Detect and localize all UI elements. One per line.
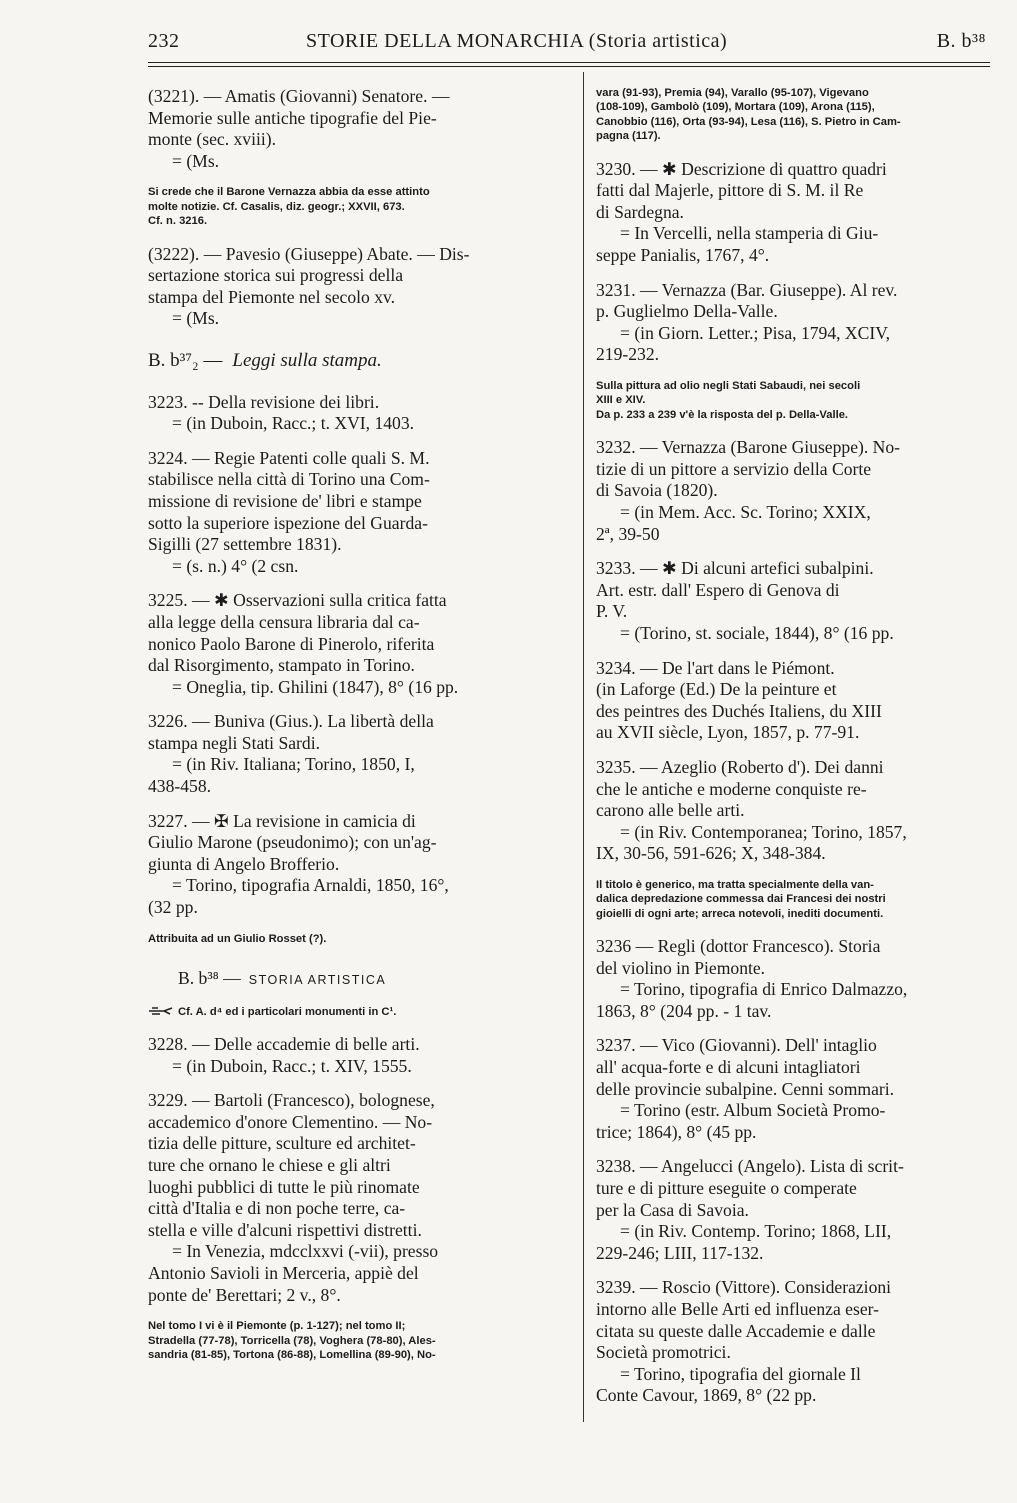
text-line: = (in Giorn. Letter.; Pisa, 1794, XCIV, — [620, 322, 891, 343]
text-line: Giulio Marone (pseudonimo); con un'ag- — [148, 832, 437, 853]
text-line: 3227. — ✠ La revisione in camicia di — [148, 810, 416, 831]
text-line: Il titolo è generico, ma tratta specialmente della van- — [596, 878, 874, 891]
entry-note — [596, 86, 994, 144]
text-line: = Torino, tipografia di Enrico Dalmazzo, — [620, 979, 908, 1000]
text-line: tizie di un pittore a servizio della Corte — [596, 458, 872, 479]
bibliography-entry — [148, 392, 568, 435]
text-line: 3225. — ✱ Osservazioni sulla critica fatta — [148, 590, 447, 611]
text-line: Conte Cavour, 1869, 8° (22 pp. — [596, 1385, 817, 1406]
text-line: 3223. -- Della revisione dei libri. — [148, 391, 380, 412]
text-line: vara (91-93), Premia (94), Varallo (95-107), Vigevano — [596, 87, 869, 99]
bibliography-entry — [596, 1277, 994, 1407]
column-divider — [583, 72, 584, 1422]
bibliography-entry — [596, 159, 994, 267]
text-line: missione di revisione de' libri e stampe — [148, 490, 422, 511]
text-line: Nel tomo I vi è il Piemonte (p. 1-127); nel tomo II; — [148, 1320, 406, 1333]
text-line: di Savoia (1820). — [596, 480, 718, 501]
section-heading — [178, 968, 568, 992]
text-line: delle provincie subalpine. Cenni sommari. — [596, 1078, 895, 1099]
text-line: 438-458. — [148, 776, 212, 797]
text-line: = In Vercelli, nella stamperia di Giu- — [620, 223, 879, 244]
section-title: Leggi sulla stampa. — [232, 349, 382, 371]
bibliography-entry — [596, 1035, 994, 1143]
text-line: citata su queste dalle Accademie e dalle — [596, 1320, 876, 1341]
entry-note — [148, 932, 568, 946]
section-heading — [148, 350, 568, 372]
entry-note — [596, 878, 994, 921]
text-line: IX, 30-56, 591-626; X, 348-384. — [596, 843, 826, 864]
text-line: Si crede che il Barone Vernazza abbia da esse attinto — [148, 186, 430, 199]
text-line: 3224. — Regie Patenti colle quali S. M. — [148, 447, 430, 468]
text-line: stabilisce nella città di Torino una Com- — [148, 469, 430, 490]
text-line: 3238. — Angelucci (Angelo). Lista di scrit- — [596, 1156, 904, 1177]
text-line: stampa negli Stati Sardi. — [148, 732, 321, 753]
header-rule-thin — [148, 66, 990, 67]
text-line: 1863, 8° (204 pp. - 1 tav. — [596, 1000, 772, 1021]
text-line: 3233. — ✱ Di alcuni artefici subalpini. — [596, 558, 874, 579]
bibliography-entry — [148, 811, 568, 919]
text-line: 3232. — Vernazza (Barone Giuseppe). No- — [596, 437, 901, 458]
text-line: stella e ville d'alcuni rispettivi distretti. — [148, 1219, 422, 1240]
section-mark: B. b³⁸ — [936, 30, 986, 52]
text-line: Sigilli (27 settembre 1831). — [148, 534, 342, 555]
text-line: ponte de' Berettari; 2 v., 8°. — [148, 1284, 341, 1305]
text-line: giunta di Angelo Brofferio. — [148, 853, 340, 874]
text-line: P. V. — [596, 601, 628, 622]
text-line: 229-246; LIII, 117-132. — [596, 1242, 764, 1263]
text-line: p. Guglielmo Della-Valle. — [596, 301, 778, 322]
bibliography-entry — [148, 448, 568, 578]
bibliography-entry — [148, 711, 568, 797]
text-line: 2ª, 39-50 — [596, 523, 660, 544]
text-line: alla legge della censura libraria dal ca- — [148, 611, 420, 632]
text-line: = (Ms. — [172, 308, 220, 329]
text-line: = Oneglia, tip. Ghilini (1847), 8° (16 pp. — [172, 676, 459, 697]
text-line: = Torino, tipografia Arnaldi, 1850, 16°, — [172, 875, 449, 896]
text-line: Antonio Savioli in Merceria, appiè del — [148, 1262, 419, 1283]
text-line: (32 pp. — [148, 897, 198, 918]
text-line: tizia delle pitture, sculture ed architet- — [148, 1133, 416, 1154]
text-line: Canobbio (116), Orta (93-94), Lesa (116), S. Pietro in Cam- — [596, 115, 901, 128]
bibliography-entry — [148, 244, 568, 330]
text-line: = Torino (estr. Album Società Promo- — [620, 1100, 886, 1121]
text-line: sertazione storica sui progressi della — [148, 265, 404, 286]
text-line: ture che ornano le chiese e gli altri — [148, 1155, 391, 1175]
text-line: (108-109), Gambolò (109), Mortara (109), Arona (115), — [596, 101, 875, 114]
bibliography-entry — [596, 1156, 994, 1264]
text-line: Società promotrici. — [596, 1342, 731, 1363]
section-code: B. b³⁸ — — [178, 968, 241, 989]
text-line: = (Ms. — [172, 150, 220, 171]
entry-note — [148, 1319, 568, 1362]
running-header — [148, 30, 986, 62]
text-line: per la Casa di Savoia. — [596, 1199, 749, 1220]
entry-note — [148, 185, 568, 228]
bibliography-entry — [596, 437, 994, 545]
text-line: Attribuita ad un Giulio Rosset (?). — [148, 932, 327, 945]
text-line: = Torino, tipografia del giornale Il — [620, 1363, 861, 1384]
text-line: au XVII siècle, Lyon, 1857, p. 77-91. — [596, 722, 860, 743]
text-line: dalica depredazione commessa dai Francesi dei nostri — [596, 893, 886, 906]
right-column — [596, 86, 994, 1420]
text-line: 3237. — Vico (Giovanni). Dell' intaglio — [596, 1035, 877, 1056]
bibliography-entry — [148, 1090, 568, 1306]
text-line: = (in Duboin, Racc.; t. XIV, 1555. — [172, 1055, 412, 1076]
text-line: ture e di pitture eseguite o comperate — [596, 1178, 857, 1199]
text-line: 3226. — Buniva (Gius.). La libertà della — [148, 711, 434, 732]
entry-note — [148, 1004, 568, 1019]
section-code: B. b³⁷₂ — — [148, 349, 223, 371]
text-line: 3236 — Regli (dottor Francesco). Storia — [596, 936, 881, 957]
text-line: 3231. — Vernazza (Bar. Giuseppe). Al rev. — [596, 279, 898, 300]
text-line: 3235. — Azeglio (Roberto d'). Dei danni — [596, 756, 884, 777]
text-line: 3229. — Bartoli (Francesco), bolognese, — [148, 1090, 435, 1111]
text-line: accademico d'onore Clementino. — No- — [148, 1111, 433, 1132]
text-line: nonico Paolo Barone di Pinerolo, riferita — [148, 633, 435, 654]
text-line: 3239. — Roscio (Vittore). Considerazioni — [596, 1277, 892, 1298]
text-line: fatti dal Majerle, pittore di S. M. il Re — [596, 180, 864, 201]
bibliography-entry — [596, 280, 994, 366]
text-line: luoghi pubblici di tutte le più rinomate — [148, 1176, 420, 1197]
text-line: Cf. n. 3216. — [148, 215, 208, 228]
text-line: (3221). — Amatis (Giovanni) Senatore. — — [148, 86, 450, 106]
bibliography-entry — [596, 658, 994, 744]
text-line: (3222). — Pavesio (Giuseppe) Abate. — Dis- — [148, 243, 470, 264]
bibliography-entry — [148, 1034, 568, 1077]
text-line: Da p. 233 a 239 v'è la risposta del p. Della-Valle. — [596, 408, 849, 421]
text-line: città d'Italia e di non poche terre, ca- — [148, 1198, 406, 1219]
text-line: seppe Panialis, 1767, 4°. — [596, 245, 770, 265]
bibliography-entry — [596, 558, 994, 644]
text-line: = (in Riv. Italiana; Torino, 1850, I, — [172, 754, 415, 775]
text-line: monte (sec. xviii). — [148, 129, 277, 150]
text-line: intorno alle Belle Arti ed influenza eser- — [596, 1299, 879, 1319]
text-line: del violino in Piemonte. — [596, 957, 766, 978]
bibliography-entry — [148, 590, 568, 698]
bibliography-entry — [148, 86, 568, 172]
text-line: = (s. n.) 4° (2 csn. — [172, 555, 299, 576]
text-line: sotto la superiore ispezione del Guarda- — [148, 512, 428, 533]
text-line: Cf. A. d⁴ ed i particolari monumenti in C¹. — [148, 1004, 568, 1019]
header-rule — [148, 62, 990, 63]
page-number: 232 — [148, 30, 180, 52]
section-title: STORIA ARTISTICA — [248, 973, 387, 988]
text-line: 219-232. — [596, 344, 660, 365]
text-line: di Sardegna. — [596, 201, 684, 222]
text-line: sandria (81-85), Tortona (86-88), Lomellina (89-90), No- — [148, 1348, 436, 1361]
bibliography-entry — [596, 757, 994, 865]
text-line: dal Risorgimento, stampato in Torino. — [148, 655, 415, 676]
text-line: 3234. — De l'art dans le Piémont. — [596, 657, 835, 678]
text-line: trice; 1864), 8° (45 pp. — [596, 1121, 757, 1142]
text-line: = (in Duboin, Racc.; t. XVI, 1403. — [172, 413, 415, 434]
text-line: gioielli di ogni arte; arreca notevoli, inediti documenti. — [596, 907, 884, 920]
text-line: = In Venezia, mdcclxxvi (-vii), presso — [172, 1241, 439, 1262]
text-line: pagna (117). — [596, 130, 661, 143]
text-line: = (in Riv. Contemp. Torino; 1868, LII, — [620, 1221, 892, 1242]
text-line: che le antiche e moderne conquiste re- — [596, 778, 867, 799]
text-line: Memorie sulle antiche tipografie del Pie- — [148, 107, 437, 128]
text-line: molte notizie. Cf. Casalis, diz. geogr.; XXVII, 673. — [148, 200, 405, 213]
text-line: (in Laforge (Ed.) De la peinture et — [596, 679, 837, 700]
text-line: Art. estr. dall' Espero di Genova di — [596, 579, 840, 600]
left-column — [148, 86, 568, 1377]
text-line: XIII e XIV. — [596, 394, 646, 407]
text-line: 3228. — Delle accademie di belle arti. — [148, 1034, 420, 1055]
text-line: = (Torino, st. sociale, 1844), 8° (16 pp. — [620, 622, 894, 643]
text-line: 3230. — ✱ Descrizione di quattro quadri — [596, 158, 887, 179]
running-title: STORIE DELLA MONARCHIA (Storia artistica) — [306, 30, 728, 52]
text-line: all' acqua-forte e di alcuni intagliatori — [596, 1057, 861, 1078]
text-line: = (in Mem. Acc. Sc. Torino; XXIX, — [620, 501, 871, 522]
text-line: = (in Riv. Contemporanea; Torino, 1857, — [620, 821, 907, 842]
bibliography-entry — [596, 936, 994, 1022]
text-line: stampa del Piemonte nel secolo xv. — [148, 286, 396, 307]
entry-note — [596, 379, 994, 422]
text-line: des peintres des Duchés Italiens, du XIII — [596, 700, 882, 721]
text-line: carono alle belle arti. — [596, 800, 745, 821]
text-line: Sulla pittura ad olio negli Stati Sabaudi, nei secoli — [596, 379, 861, 392]
text-line: Stradella (77-78), Torricella (78), Voghera (78-80), Ales- — [148, 1334, 436, 1347]
pointing-hand-icon — [148, 1005, 174, 1016]
